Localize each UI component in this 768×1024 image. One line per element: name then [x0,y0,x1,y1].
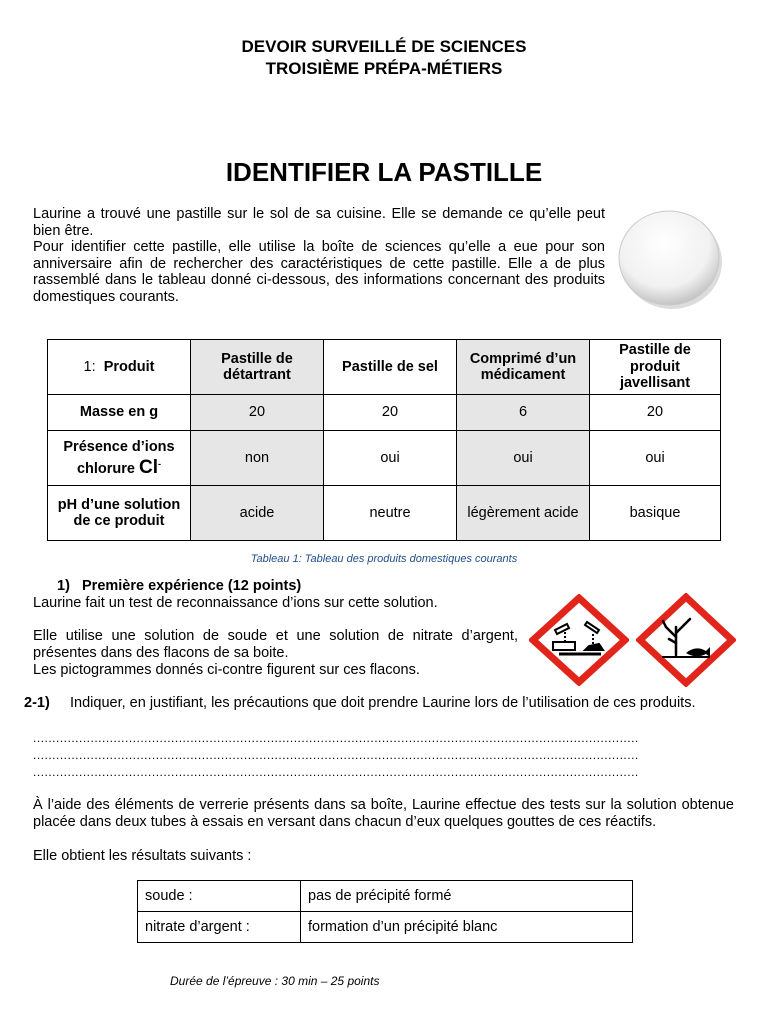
section-1-line-3: Les pictogrammes donnés ci-contre figurent sur ces flacons. [33,662,420,678]
column-header: Pastille de sel [324,340,457,395]
row-label: Masse en g [48,395,191,431]
table-cell: 20 [191,395,324,431]
table-row [48,486,721,541]
table-cell: neutre [324,486,457,541]
table-cell: 20 [324,395,457,431]
chloride-charge: - [158,458,162,469]
answer-line[interactable]: .............................................................................................................................................................. [33,731,639,745]
section-1-heading [57,578,301,594]
column-header: Pastille de produit javellisant [590,340,721,395]
table-row [48,395,721,431]
answer-line[interactable]: .............................................................................................................................................................. [33,748,639,762]
table-number: 1: [83,358,96,375]
table-cell: oui [324,431,457,486]
question-number: 2-1) [24,695,50,711]
page-title: IDENTIFIER LA PASTILLE [225,157,543,187]
table-row [138,912,633,943]
table-cell: non [191,431,324,486]
row-label: pH d’une solution de ce produit [48,486,191,541]
table-cell: légèrement acide [457,486,590,541]
table-cell: acide [191,486,324,541]
results-table [137,880,633,943]
intro-paragraph-1: Laurine a trouvé une pastille sur le sol de sa cuisine. Elle se demande ce qu’elle peut bien être. [33,206,605,239]
intro-paragraph-2: Pour identifier cette pastille, elle utilise la boîte de sciences qu’elle a eue pour son anniversaire afin de rechercher des caractéristiques de cette pastille. Elle a de plus rassemblé dans le tableau donné ci-dessous, des informations concernant des produits domestiques courants. [33,239,605,305]
answer-line[interactable]: .............................................................................................................................................................. [33,765,639,779]
pastille-image [614,206,726,314]
question-text: Indiquer, en justifiant, les précautions que doit prendre Laurine lors de l’utilisation de ces produits. [70,695,696,711]
exam-duration: Durée de l’épreuve : 30 min – 25 points [170,974,380,988]
result-cell: formation d’un précipité blanc [301,912,633,943]
section-1-number: 1) [57,578,70,594]
intro-text [33,206,605,305]
table-cell: basique [590,486,721,541]
header-line-2: TROISIÈME PRÉPA-MÉTIERS [265,59,503,78]
section-2-paragraph-1: À l’aide des éléments de verrerie présents dans sa boîte, Laurine effectue des tests sur la solution obtenue placée dans deux tubes à essais en versant dans chacun d’eux quelques gouttes de ces réactifs. [33,797,734,830]
table-row [48,431,721,486]
chloride-symbol: Cl [139,456,159,478]
reagent-cell: nitrate d’argent : [138,912,301,943]
section-1-line-2: Elle utilise une solution de soude et une solution de nitrate d’argent, présentes dans des flacons de sa boite. [33,628,518,661]
section-1-title: Première expérience (12 points) [82,578,302,594]
corrosive-icon [529,594,629,686]
row-label [48,431,191,486]
column-header: Comprimé d’un médicament [457,340,590,395]
row-label-text: Présence d’ions chlorure [63,439,175,477]
result-cell: pas de précipité formé [301,881,633,912]
table-caption: Tableau 1: Tableau des produits domestiques courants [250,553,518,565]
column-header: Pastille de détartrant [191,340,324,395]
header-line-1: DEVOIR SURVEILLÉ DE SCIENCES [241,37,527,56]
header-cell-product [48,340,191,395]
reagent-cell: soude : [138,881,301,912]
table-header-row [48,340,721,395]
environment-hazard-icon [636,593,736,687]
products-table [47,339,721,541]
table-row [138,881,633,912]
table-cell: 6 [457,395,590,431]
table-cell: oui [457,431,590,486]
table-cell: oui [590,431,721,486]
section-2-paragraph-2: Elle obtient les résultats suivants : [33,848,252,864]
header-product-label: Produit [103,358,155,375]
table-cell: 20 [590,395,721,431]
section-1-line-1: Laurine fait un test de reconnaissance d’ions sur cette solution. [33,595,438,611]
